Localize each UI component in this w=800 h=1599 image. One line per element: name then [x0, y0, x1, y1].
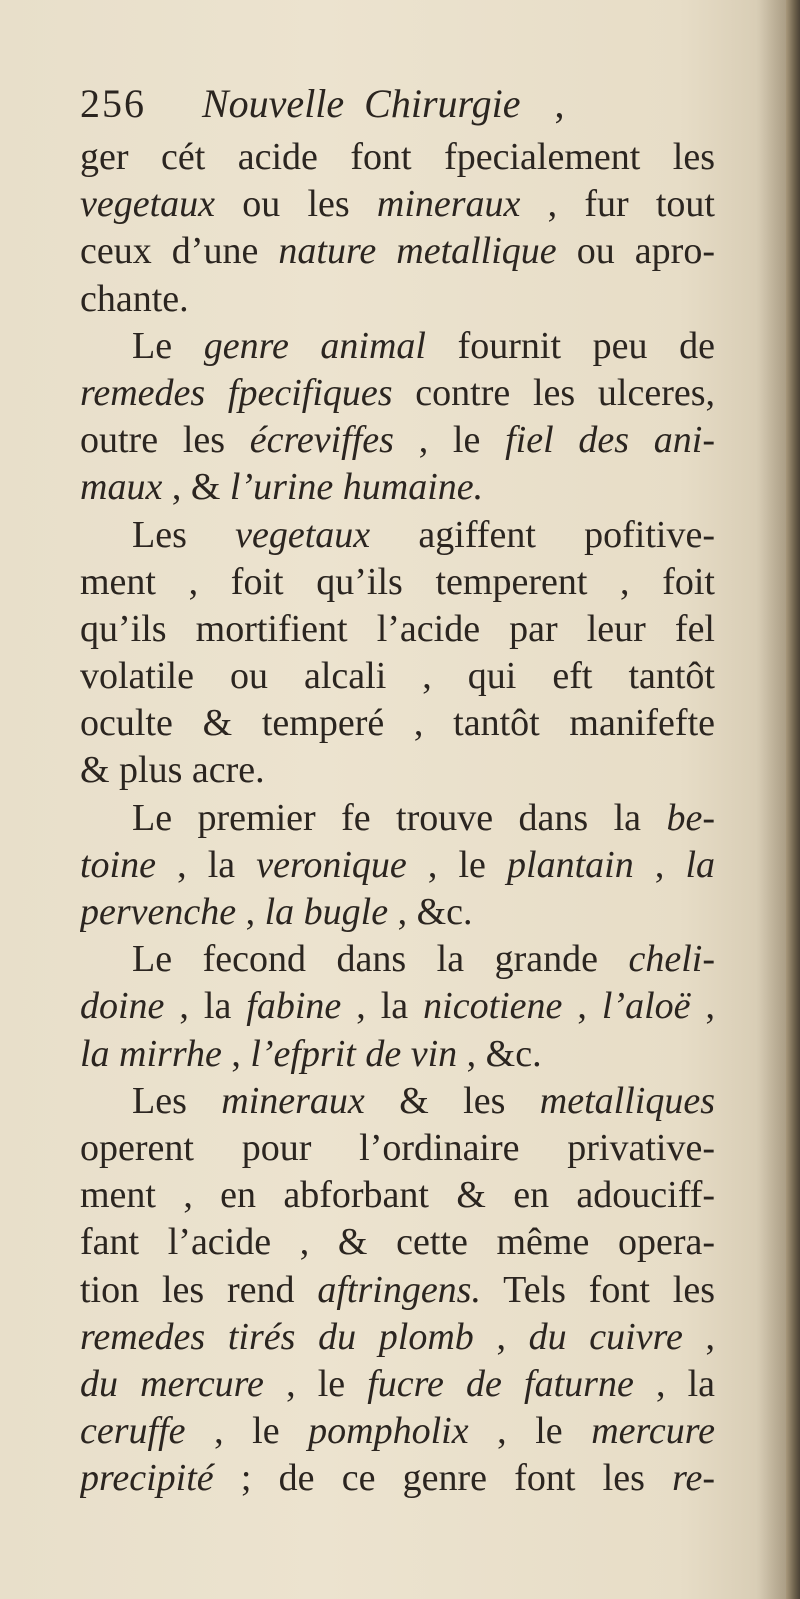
text-line: [80, 842, 715, 889]
italic-text: du cuivre: [528, 1315, 683, 1358]
roman-text: ger cét acide font fpecialement les: [80, 136, 715, 178]
roman-text: & les: [364, 1079, 540, 1122]
roman-text: Le premier fe trouve dans la: [132, 796, 667, 839]
text-line: [80, 983, 715, 1030]
text-line: [80, 700, 715, 747]
roman-text: Les: [132, 1079, 222, 1122]
roman-text: ,: [690, 985, 715, 1028]
text-line: [80, 559, 715, 606]
roman-text: fournit peu de: [426, 324, 715, 367]
roman-text: tion les rend: [80, 1268, 318, 1311]
roman-text: ment , foit qu’ils temperent , foit: [80, 560, 715, 603]
roman-text: fant l’acide , & cette même opera-: [80, 1221, 715, 1264]
italic-text: toine: [80, 843, 156, 886]
roman-text: ou les: [215, 183, 377, 226]
running-title-punctuation: ,: [554, 81, 565, 126]
text-line: [80, 134, 715, 181]
roman-text: ,: [633, 843, 686, 886]
roman-text: , la: [633, 1362, 715, 1405]
italic-text: ceruffe: [80, 1410, 186, 1453]
text-line: [80, 795, 715, 842]
text-line: [80, 1361, 715, 1408]
roman-text: ,: [562, 985, 602, 1028]
italic-text: aftringens.: [317, 1268, 481, 1311]
italic-text: l’aloë: [601, 985, 691, 1028]
gutter-shadow: [756, 0, 786, 1599]
text-line: [80, 889, 715, 936]
italic-text: la bugle: [264, 891, 389, 933]
text-line: [80, 512, 715, 559]
roman-text: , la: [341, 985, 424, 1028]
italic-text: l’efprit de vin: [250, 1032, 458, 1075]
text-line: [80, 323, 715, 370]
italic-text: veronique: [256, 843, 407, 886]
roman-text: , &c.: [388, 891, 473, 933]
text-line: [80, 464, 715, 511]
text-line: [80, 653, 715, 700]
roman-text: Les: [132, 513, 236, 556]
page-edge: [786, 0, 800, 1599]
roman-text: ; de ce genre font les: [213, 1457, 673, 1500]
roman-text: , la: [155, 843, 257, 886]
italic-text: mercure: [591, 1410, 715, 1453]
text-line: [80, 936, 715, 983]
italic-text: maux: [80, 466, 163, 509]
roman-text: operent pour l’ordinaire privative-: [80, 1126, 715, 1169]
italic-text: fabine: [246, 985, 342, 1028]
italic-text: mineraux: [376, 183, 521, 226]
italic-text: plantain: [507, 843, 634, 886]
italic-text: nature metallique: [278, 230, 557, 273]
text-line: [80, 181, 715, 228]
text-line: [80, 1078, 715, 1125]
roman-text: ,: [221, 1032, 251, 1075]
roman-text: volatile ou alcali , qui eft tantôt: [80, 655, 715, 698]
roman-text: oculte & temperé , tantôt manifefte: [80, 702, 715, 745]
roman-text: chante.: [80, 277, 189, 320]
italic-text: fiel des ani-: [505, 419, 715, 462]
roman-text: ou apro-: [556, 230, 715, 273]
text-line: [80, 1267, 715, 1314]
roman-text: ,: [473, 1315, 529, 1358]
roman-text: , fur tout: [520, 183, 715, 226]
roman-text: , le: [406, 843, 508, 886]
italic-text: nicotiene: [423, 985, 563, 1028]
italic-text: be-: [666, 796, 715, 839]
roman-text: ,: [682, 1315, 715, 1358]
roman-text: Le: [132, 324, 204, 367]
roman-text: , la: [164, 985, 247, 1028]
text-line: [80, 370, 715, 417]
italic-text: vegetaux: [80, 183, 216, 226]
italic-text: la mirrhe: [80, 1032, 222, 1075]
roman-text: Le fecond dans la grande: [132, 938, 629, 981]
roman-text: , le: [263, 1362, 368, 1405]
roman-text: , &c.: [457, 1032, 542, 1075]
italic-text: pompholix: [308, 1410, 469, 1453]
running-title: Nouvelle Chirurgie: [202, 81, 521, 126]
italic-text: vegetaux: [235, 513, 371, 556]
body-text: [80, 134, 715, 1502]
running-head: [80, 74, 715, 134]
italic-text: doine: [80, 985, 165, 1028]
italic-text: la: [685, 843, 715, 886]
text-line: [80, 276, 715, 323]
text-line: [80, 1125, 715, 1172]
roman-text: qu’ils mortifient l’acide par leur fel: [80, 607, 715, 650]
text-line: [80, 1314, 715, 1361]
text-line: [80, 1219, 715, 1266]
italic-text: écreviffes: [249, 419, 394, 462]
text-line: [80, 1172, 715, 1219]
italic-text: genre animal: [203, 324, 426, 367]
italic-text: cheli-: [628, 938, 715, 981]
text-line: [80, 1455, 715, 1502]
roman-text: , le: [185, 1410, 309, 1453]
roman-text: , le: [393, 419, 506, 462]
roman-text: ceux d’une: [80, 230, 279, 273]
roman-text: agiffent pofitive-: [370, 513, 715, 556]
italic-text: fucre de faturne: [367, 1362, 634, 1405]
roman-text: ,: [236, 891, 265, 933]
text-line: [80, 417, 715, 464]
italic-text: re-: [672, 1457, 715, 1500]
italic-text: l’urine humaine.: [229, 466, 484, 509]
roman-text: , &: [162, 466, 230, 509]
italic-text: metalliques: [539, 1079, 715, 1122]
italic-text: precipité: [80, 1457, 214, 1500]
roman-text: Tels font les: [480, 1268, 715, 1311]
roman-text: ment , en abforbant & en adouciff-: [80, 1174, 715, 1217]
roman-text: contre les ulceres,: [392, 371, 715, 414]
text-line: [80, 1031, 715, 1078]
page-number: 256: [80, 81, 146, 126]
text-line: [80, 1408, 715, 1455]
text-line: [80, 228, 715, 275]
roman-text: , le: [468, 1410, 592, 1453]
text-line: [80, 606, 715, 653]
text-line: [80, 747, 715, 794]
text-block: [80, 74, 715, 1502]
roman-text: outre les: [80, 419, 250, 462]
italic-text: remedes tirés du plomb: [80, 1315, 474, 1358]
roman-text: & plus acre.: [80, 749, 265, 792]
italic-text: du mercure: [80, 1362, 264, 1405]
italic-text: remedes fpecifiques: [80, 371, 393, 414]
italic-text: pervenche: [80, 891, 237, 933]
italic-text: mineraux: [221, 1079, 365, 1122]
